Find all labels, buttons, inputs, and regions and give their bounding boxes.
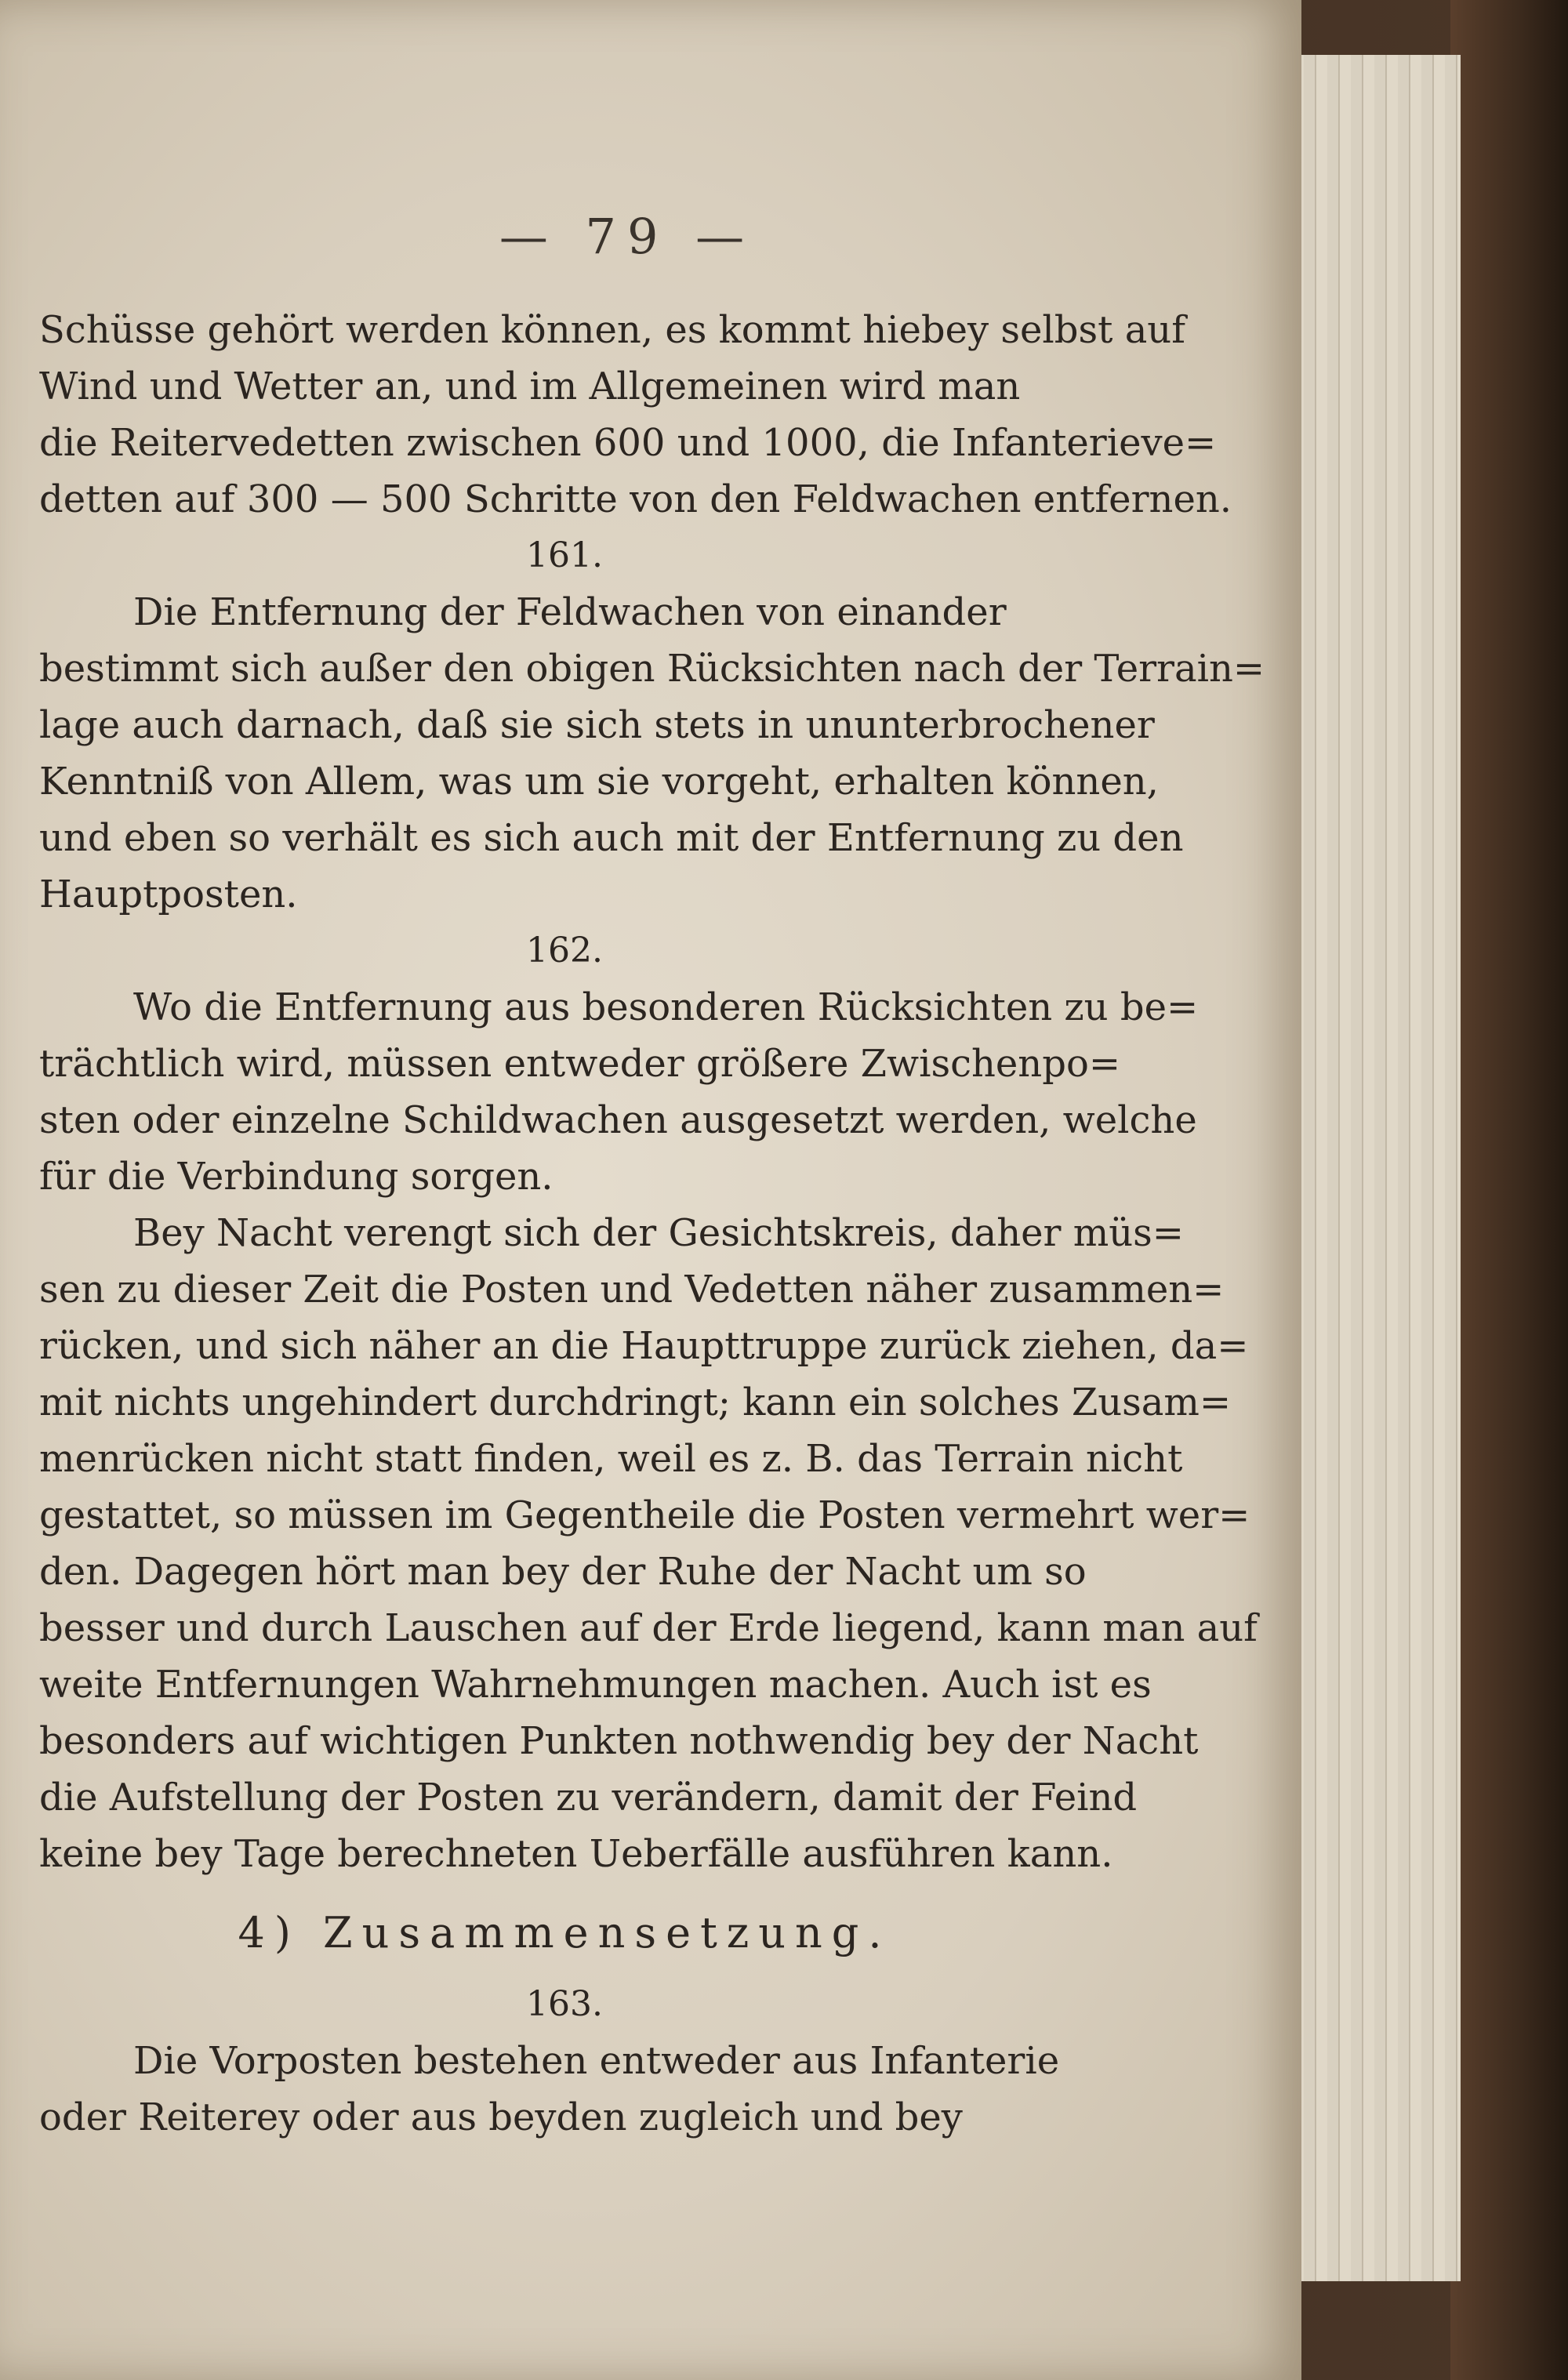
text-line: Hauptposten. <box>39 873 298 916</box>
paragraph-number: 162. <box>526 931 603 971</box>
text-line: Bey Nacht verengt sich der Gesichtskreis, daher müs= <box>133 1211 1184 1255</box>
text-line: Die Vorposten bestehen entweder aus Infanterie <box>133 2039 1060 2083</box>
text-line: den. Dagegen hört man bey der Ruhe der Nacht um so <box>39 1550 1087 1594</box>
text-line: und eben so verhält es sich auch mit der Entfernung zu den <box>39 816 1184 860</box>
paragraph-number: 163. <box>526 1984 603 2024</box>
text-line: sen zu dieser Zeit die Posten und Vedetten näher zusammen= <box>39 1268 1225 1312</box>
text-line: lage auch darnach, daß sie sich stets in ununterbrochener <box>39 703 1155 747</box>
text-line: gestattet, so müssen im Gegentheile die Posten vermehrt wer= <box>39 1493 1250 1537</box>
text-line: trächtlich wird, müssen entweder größere Zwischenpo= <box>39 1042 1121 1086</box>
page-text <box>39 302 1265 2146</box>
text-line: Wind und Wetter an, und im Allgemeinen wird man <box>39 365 1021 408</box>
text-line: menrücken nicht statt finden, weil es z. B. das Terrain nicht <box>39 1437 1183 1481</box>
book-cover-edge <box>1450 0 1568 2380</box>
text-line: die Aufstellung der Posten zu verändern, damit der Feind <box>39 1776 1138 1819</box>
text-line: die Reitervedetten zwischen 600 und 1000, die Infanterieve= <box>39 421 1217 465</box>
text-line: Wo die Entfernung aus besonderen Rücksichten zu be= <box>133 985 1199 1029</box>
section-heading: 4) Zusammensetzung. <box>238 1908 891 1957</box>
text-line: weite Entfernungen Wahrnehmungen machen. Auch ist es <box>39 1663 1152 1707</box>
text-line: mit nichts ungehindert durchdringt; kann ein solches Zusam= <box>39 1380 1232 1424</box>
text-line: besonders auf wichtigen Punkten nothwendig bey der Nacht <box>39 1719 1199 1763</box>
text-line: sten oder einzelne Schildwachen ausgesetzt werden, welche <box>39 1098 1197 1142</box>
text-line: bestimmt sich außer den obigen Rücksichten nach der Terrain= <box>39 647 1265 691</box>
text-line: für die Verbindung sorgen. <box>39 1155 554 1199</box>
text-line: oder Reiterey oder aus beyden zugleich und bey <box>39 2095 963 2139</box>
text-line: detten auf 300 — 500 Schritte von den Feldwachen entfernen. <box>39 477 1232 521</box>
text-line: Kenntniß von Allem, was um sie vorgeht, erhalten können, <box>39 760 1159 804</box>
page-number: — 79 — <box>499 208 756 265</box>
paragraph-number: 161. <box>526 535 603 575</box>
text-line: keine bey Tage berechneten Ueberfälle ausführen kann. <box>39 1832 1113 1876</box>
text-line: besser und durch Lauschen auf der Erde liegend, kann man auf <box>39 1606 1258 1650</box>
text-line: Die Entfernung der Feldwachen von einander <box>133 590 1007 634</box>
text-line: rücken, und sich näher an die Haupttruppe zurück ziehen, da= <box>39 1324 1249 1368</box>
text-line: Schüsse gehört werden können, es kommt hiebey selbst auf <box>39 308 1185 352</box>
